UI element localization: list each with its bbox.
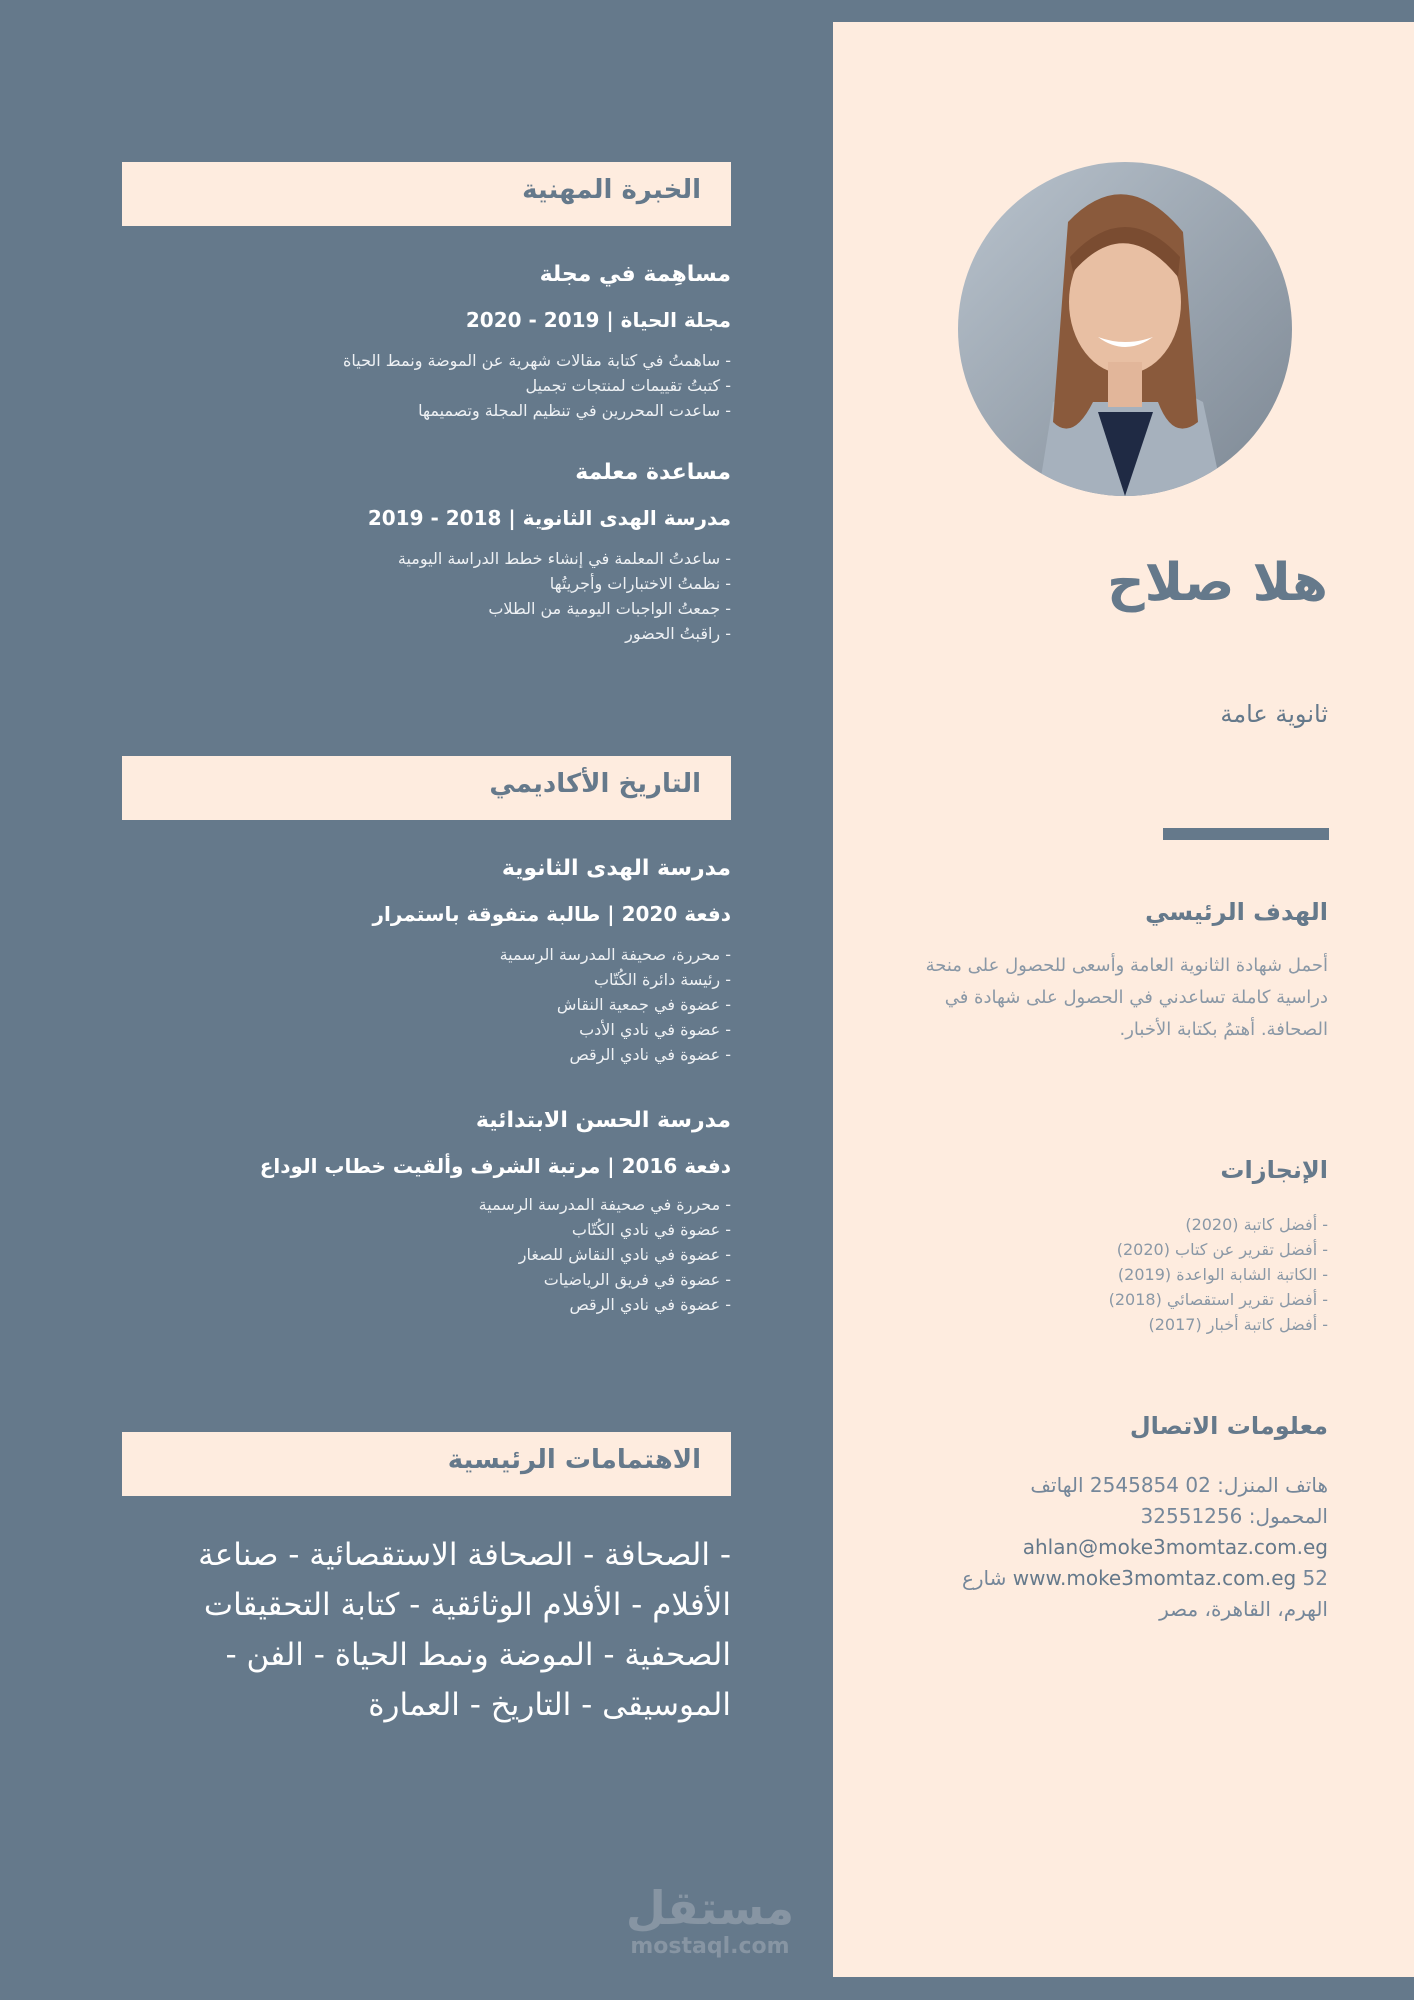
- list-item: - الكاتبة الشابة الواعدة (2019): [1117, 1265, 1328, 1284]
- address-number: 52: [1302, 1566, 1328, 1590]
- list-item: - عضوة في نادي النقاش للصغار: [518, 1245, 731, 1264]
- objective-title: الهدف الرئيسي: [1145, 898, 1328, 926]
- interests-header: [122, 1432, 731, 1496]
- list-item: - عضوة في فريق الرياضيات: [543, 1270, 731, 1289]
- education-level: ثانوية عامة: [1220, 700, 1328, 728]
- job-subtitle: مدرسة الهدى الثانوية | 2018 - 2019: [367, 506, 731, 530]
- list-item: - أفضل تقرير عن كتاب (2020): [1116, 1240, 1328, 1259]
- experience-title: الخبرة المهنية: [522, 175, 701, 205]
- contact-info: [908, 1470, 1328, 1625]
- achievements-title: الإنجازات: [1220, 1156, 1328, 1184]
- objective-text: أحمل شهادة الثانوية العامة وأسعى للحصول على منحة دراسية كاملة تساعدني في الحصول على شهادة في الصحافة. أهتمُ بكتابة الأخبار.: [925, 955, 1328, 1040]
- list-item: - عضوة في جمعية النقاش: [556, 995, 731, 1014]
- school-subtitle: دفعة 2020 | طالبة متفوقة باستمرار: [372, 902, 731, 926]
- address: [908, 1563, 1328, 1625]
- experience-header: [122, 162, 731, 226]
- list-item: - عضوة في نادي الرقص: [569, 1045, 731, 1064]
- top-strip: [0, 0, 1414, 22]
- list-item: - محررة، صحيفة المدرسة الرسمية: [499, 945, 731, 964]
- list-item: - عضوة في نادي الأدب: [579, 1020, 731, 1039]
- list-item: - راقبتُ الحضور: [625, 624, 731, 643]
- watermark-domain: mostaql.com: [630, 1934, 790, 1959]
- list-item: - محررة في صحيفة المدرسة الرسمية: [478, 1195, 731, 1214]
- email-link[interactable]: ahlan@moke3momtaz.com.eg: [1022, 1535, 1328, 1559]
- list-item: - نظمتُ الاختبارات وأجريتُها: [549, 574, 731, 593]
- job-bullets: [122, 546, 731, 646]
- job-title: مساعدة معلمة: [575, 460, 731, 485]
- candidate-name: هلا صلاح: [1107, 553, 1328, 613]
- academic-header: [122, 756, 731, 820]
- mobile-phone: المحمول: 32551256: [1140, 1504, 1328, 1528]
- list-item: - ساعدتُ المعلمة في إنشاء خطط الدراسة اليومية: [397, 549, 731, 568]
- divider-bar: [1163, 828, 1329, 840]
- school-title: مدرسة الحسن الابتدائية: [475, 1108, 731, 1133]
- list-item: - عضوة في نادي الكُتّاب: [571, 1220, 731, 1239]
- contact-title: معلومات الاتصال: [1129, 1412, 1328, 1440]
- interests-title: الاهتمامات الرئيسية: [447, 1445, 701, 1475]
- home-phone: هاتف المنزل: 02 2545854 الهاتف: [1030, 1473, 1328, 1497]
- school-subtitle: دفعة 2016 | مرتبة الشرف وألقيت خطاب الوداع: [259, 1154, 731, 1178]
- list-item: - رئيسة دائرة الكُتّاب: [593, 970, 731, 989]
- achievements-list: [868, 1212, 1328, 1337]
- list-item: - أفضل كاتبة (2020): [1185, 1215, 1328, 1234]
- job-bullets: [122, 348, 731, 423]
- list-item: - جمعتُ الواجبات اليومية من الطلاب: [488, 599, 731, 618]
- list-item: - أفضل تقرير استقصائي (2018): [1108, 1290, 1328, 1309]
- school-title: مدرسة الهدى الثانوية: [501, 856, 731, 881]
- school-bullets: [122, 942, 731, 1067]
- list-item: - ساعدت المحررين في تنظيم المجلة وتصميمها: [418, 401, 731, 420]
- school-bullets: [122, 1192, 731, 1317]
- job-subtitle: مجلة الحياة | 2019 - 2020: [465, 308, 731, 332]
- watermark-logo-text: مستقل: [625, 1881, 795, 1935]
- address-street: شارع الهرم، القاهرة، مصر: [961, 1566, 1328, 1621]
- website-link[interactable]: www.moke3momtaz.com.eg: [1012, 1566, 1297, 1590]
- list-item: - أفضل كاتبة أخبار (2017): [1148, 1315, 1328, 1334]
- profile-photo: [958, 162, 1292, 496]
- job-title: مساهِمة في مجلة: [539, 262, 731, 287]
- list-item: - عضوة في نادي الرقص: [569, 1295, 731, 1314]
- watermark-logo: [610, 1880, 810, 1960]
- list-item: - كتبتُ تقييمات لمنتجات تجميل: [525, 376, 731, 395]
- list-item: - ساهمتُ في كتابة مقالات شهرية عن الموضة ونمط الحياة: [342, 351, 731, 370]
- academic-title: التاريخ الأكاديمي: [489, 769, 701, 799]
- interests-text: - الصحافة - الصحافة الاستقصائية - صناعة الأفلام - الأفلام الوثائقية - كتابة التحقيقات الصحفية - الموضة ونمط الحياة - الفن - الموسيقى - التاريخ - العمارة: [198, 1537, 731, 1723]
